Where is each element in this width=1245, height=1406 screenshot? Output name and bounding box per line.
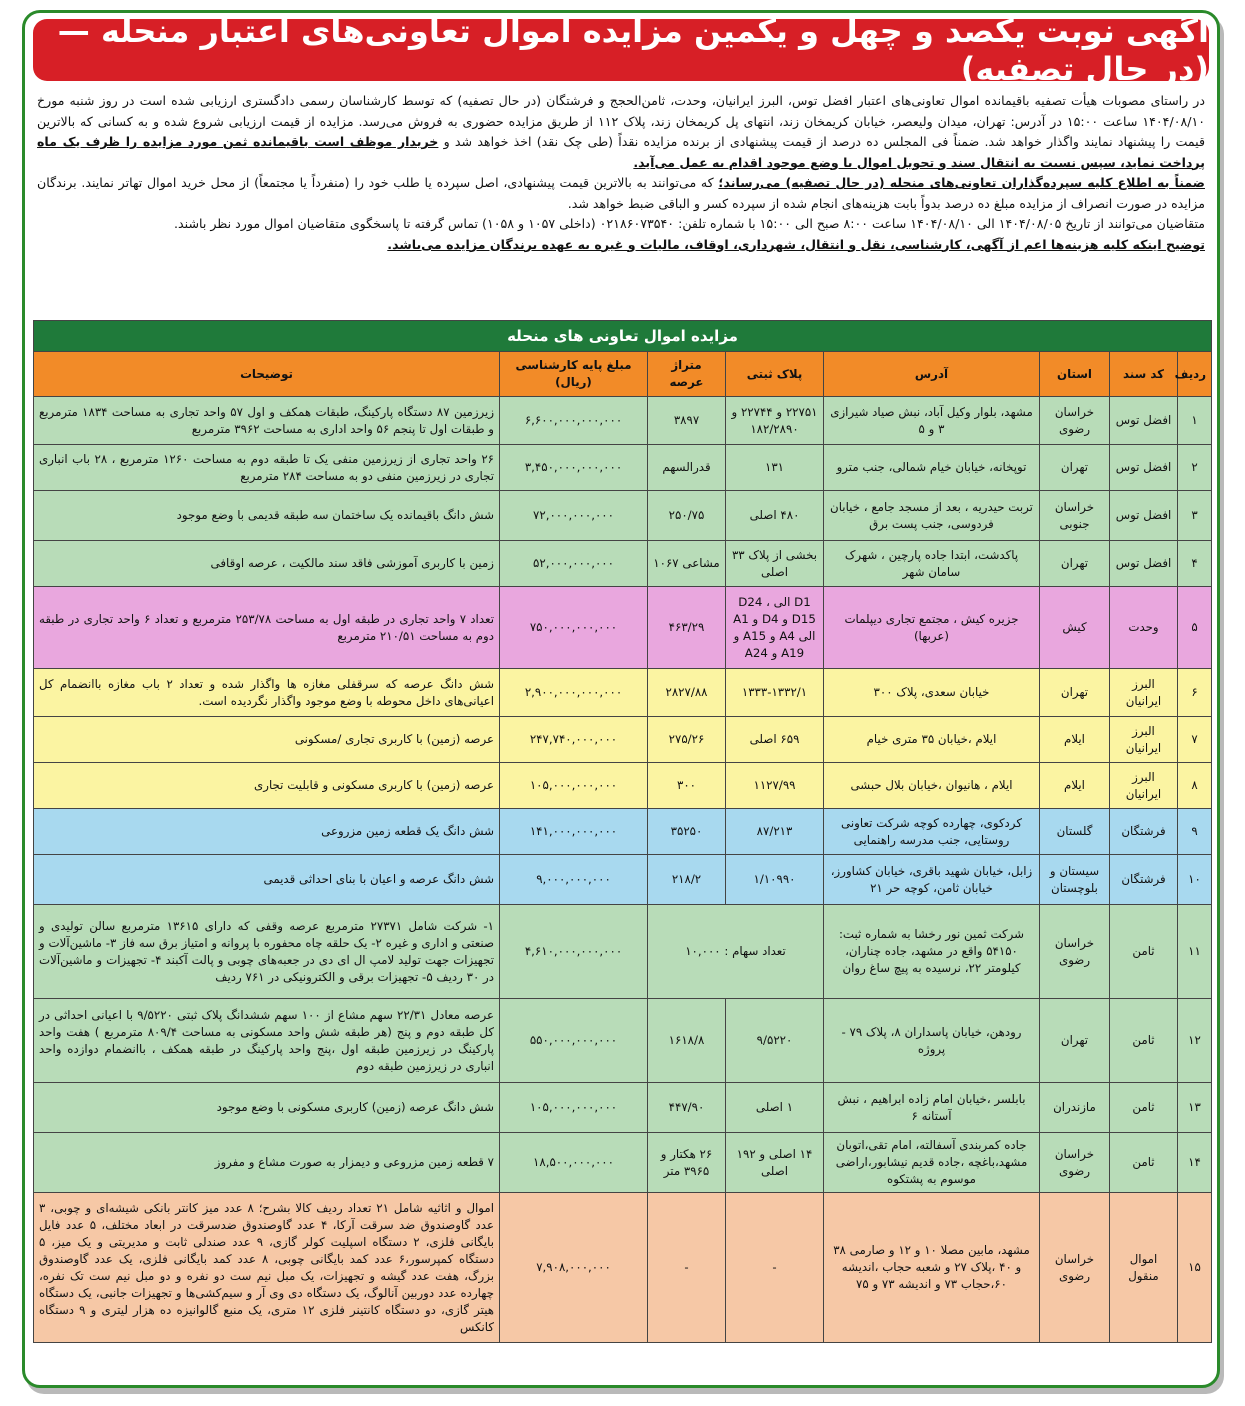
header-address: آدرس bbox=[824, 352, 1040, 397]
base-price-cell: ۷,۹۰۸,۰۰۰,۰۰۰ bbox=[500, 1193, 648, 1343]
intro-paragraph-2-bold: ضمناً به اطلاع کلیه سپرده‌گذاران تعاونی‌های منحله (در حال تصفیه) می‌رساند؛ bbox=[718, 175, 1205, 190]
province-cell: ایلام bbox=[1040, 717, 1110, 763]
base-price-cell: ۲۴۷,۷۴۰,۰۰۰,۰۰۰ bbox=[500, 717, 648, 763]
registration-plate-cell: ۴۸۰ اصلی bbox=[726, 491, 824, 541]
province-cell: خراسان رضوی bbox=[1040, 1193, 1110, 1343]
description-cell: تعداد ۷ واحد تجاری در طبقه اول به مساحت ۲۵۳/۷۸ مترمربع و تعداد ۶ واحد تجاری در طبقه دوم به مساحت ۲۱۰/۵۱ مترمربع bbox=[34, 587, 500, 669]
intro-paragraph-3: متقاضیان می‌توانند از تاریخ ۱۴۰۴/۰۸/۰۵ الی ۱۴۰۴/۰۸/۱۰ ساعت ۸:۰۰ صبح الی ۱۵:۰۰ با شماره تلفن: ۰۲۱۸۶۰۷۳۵۴۰ (داخلی ۱۰۵۷ و ۱۰۵۸) تماس گرفته تا پاسخگوی متقاضیان اموال مورد نظر باشند. bbox=[174, 216, 1205, 231]
description-cell: ۷ قطعه زمین مزروعی و دیمزار به صورت مشاع و مفروز bbox=[34, 1133, 500, 1193]
province-cell: تهران bbox=[1040, 445, 1110, 491]
document-code-cell: افضل توس bbox=[1110, 491, 1178, 541]
document-code-cell: ثامن bbox=[1110, 1133, 1178, 1193]
document-code-cell: البرز ایرانیان bbox=[1110, 763, 1178, 809]
address-cell: زابل، خیابان شهید باقری، خیابان کشاورز، خیابان ثامن، کوچه حر ۲۱ bbox=[824, 855, 1040, 905]
ad-title: آگهی نوبت یکصد و چهل و یکمین مزایده اموال تعاونی‌های اعتبار منحله — (در حال تصفیه) bbox=[57, 12, 1209, 88]
address-cell: ایلام ،خیابان ۳۵ متری خیام bbox=[824, 717, 1040, 763]
header-land-area: متراژ عرصه bbox=[648, 352, 726, 397]
row-number-cell: ۴ bbox=[1178, 541, 1212, 587]
table-row bbox=[34, 855, 1212, 905]
address-cell: بابلسر ،خیابان امام زاده ابراهیم ، نبش آستانه ۶ bbox=[824, 1083, 1040, 1133]
row-number-cell: ۱۵ bbox=[1178, 1193, 1212, 1343]
document-code-cell: ثامن bbox=[1110, 905, 1178, 999]
table-row bbox=[34, 445, 1212, 491]
address-cell: رودهن، خیابان پاسداران ۸، پلاک ۷۹ - پروژه bbox=[824, 999, 1040, 1083]
province-cell: تهران bbox=[1040, 999, 1110, 1083]
document-code-cell: ثامن bbox=[1110, 999, 1178, 1083]
registration-plate-cell: - bbox=[726, 1193, 824, 1343]
land-area-cell: ۲۷۵/۲۶ bbox=[648, 717, 726, 763]
province-cell: گلستان bbox=[1040, 809, 1110, 855]
registration-plate-cell: D1 الی D24 ، D15 و D4 و A1 الی A4 و A15 و A19 و A24 bbox=[726, 587, 824, 669]
land-area-cell: ۴۶۳/۲۹ bbox=[648, 587, 726, 669]
document-code-cell: ثامن bbox=[1110, 1083, 1178, 1133]
land-area-cell: ۲۸۲۷/۸۸ bbox=[648, 669, 726, 717]
header-row-number: ردیف bbox=[1178, 352, 1212, 397]
base-price-cell: ۲,۹۰۰,۰۰۰,۰۰۰,۰۰۰ bbox=[500, 669, 648, 717]
base-price-cell: ۱۰۵,۰۰۰,۰۰۰,۰۰۰ bbox=[500, 1083, 648, 1133]
auction-table bbox=[33, 320, 1212, 1343]
table-row bbox=[34, 763, 1212, 809]
registration-plate-cell: ۱/۱۰۹۹۰ bbox=[726, 855, 824, 905]
row-number-cell: ۱۲ bbox=[1178, 999, 1212, 1083]
description-cell: عرصه (زمین) با کاربری تجاری /مسکونی bbox=[34, 717, 500, 763]
address-cell: جاده کمربندی آسفالته، امام تقی،اتوبان مشهد،باغچه ،جاده قدیم نیشابور،اراضی موسوم به پشتکوه bbox=[824, 1133, 1040, 1193]
land-area-cell: ۲۵۰/۷۵ bbox=[648, 491, 726, 541]
description-cell: عرصه (زمین) با کاربری مسکونی و قابلیت تجاری bbox=[34, 763, 500, 809]
registration-plate-cell: بخشی از پلاک ۳۳ اصلی bbox=[726, 541, 824, 587]
registration-plate-cell: ۸۷/۲۱۳ bbox=[726, 809, 824, 855]
land-area-cell: ۳۵۲۵۰ bbox=[648, 809, 726, 855]
base-price-cell: ۷۲,۰۰۰,۰۰۰,۰۰۰ bbox=[500, 491, 648, 541]
province-cell: خراسان رضوی bbox=[1040, 1133, 1110, 1193]
row-number-cell: ۶ bbox=[1178, 669, 1212, 717]
header-registration-plate: پلاک ثبتی bbox=[726, 352, 824, 397]
land-area-cell: ۲۱۸/۲ bbox=[648, 855, 726, 905]
registration-plate-cell: ۱۴ اصلی و ۱۹۲ اصلی bbox=[726, 1133, 824, 1193]
table-row bbox=[34, 541, 1212, 587]
row-number-cell: ۸ bbox=[1178, 763, 1212, 809]
province-cell: تهران bbox=[1040, 541, 1110, 587]
base-price-cell: ۷۵۰,۰۰۰,۰۰۰,۰۰۰ bbox=[500, 587, 648, 669]
row-number-cell: ۱۰ bbox=[1178, 855, 1212, 905]
province-cell: کیش bbox=[1040, 587, 1110, 669]
description-cell: شش دانگ عرصه و اعیان با بنای احداثی قدیمی bbox=[34, 855, 500, 905]
table-row bbox=[34, 669, 1212, 717]
table-row bbox=[34, 809, 1212, 855]
address-cell: تربت حیدریه ، بعد از مسجد جامع ، خیابان فردوسی، جنب پست برق bbox=[824, 491, 1040, 541]
base-price-cell: ۴,۶۱۰,۰۰۰,۰۰۰,۰۰۰ bbox=[500, 905, 648, 999]
province-cell: خراسان رضوی bbox=[1040, 905, 1110, 999]
document-code-cell: البرز ایرانیان bbox=[1110, 717, 1178, 763]
row-number-cell: ۳ bbox=[1178, 491, 1212, 541]
land-area-cell: ۳۰۰ bbox=[648, 763, 726, 809]
province-cell: خراسان جنوبی bbox=[1040, 491, 1110, 541]
header-base-price: مبلغ پایه کارشناسی (ریال) bbox=[500, 352, 648, 397]
table-row bbox=[34, 905, 1212, 999]
header-description: توضیحات bbox=[34, 352, 500, 397]
base-price-cell: ۶,۶۰۰,۰۰۰,۰۰۰,۰۰۰ bbox=[500, 397, 648, 445]
address-cell: کردکوی، چهارده کوچه شرکت تعاونی روستایی، جنب مدرسه راهنمایی bbox=[824, 809, 1040, 855]
table-row bbox=[34, 587, 1212, 669]
address-cell: جزیره کیش ، مجتمع تجاری دیپلمات (عربها) bbox=[824, 587, 1040, 669]
intro-paragraph-1: در راستای مصوبات هیأت تصفیه باقیمانده اموال تعاونی‌های اعتبار افضل توس، البرز ایرانیان، وحدت، ثامن‌الحجج و فرشتگان (در حال تصفیه) که توسط کارشناسان رسمی دادگستری ارزیابی شده است در روز شنبه مورخ ۱۴۰۴/۰۸/۱۰ ساعت ۱۵:۰۰ در آدرس: تهران، میدان ولیعصر، خیابان کریمخان زند، انتهای پل کریمخان زند، پلاک ۱۱۲ از طریق مزایده حضوری به فروش می‌رسد. مزایده از قیمت ارزیابی شروع شده و به کسانی که بالاترین قیمت را پیشنهاد نمایند واگذار خواهد شد. ضمناً فی المجلس ده درصد از قیمت پیشنهادی از برنده مزایده نقداً (طی چک نقد) اخذ خواهد شد و خریدار موظف است باقیمانده ثمن مورد مزایده را ظرف یک ماه پرداخت نماید، سپس نسبت به انتقال سند و تحویل اموال با وضع موجود اقدام به عمل می‌آید. bbox=[37, 93, 1205, 170]
base-price-cell: ۵۲,۰۰۰,۰۰۰,۰۰۰ bbox=[500, 541, 648, 587]
registration-plate-cell: ۶۵۹ اصلی bbox=[726, 717, 824, 763]
address-cell: خیابان سعدی، پلاک ۳۰۰ bbox=[824, 669, 1040, 717]
row-number-cell: ۷ bbox=[1178, 717, 1212, 763]
document-code-cell: فرشتگان bbox=[1110, 855, 1178, 905]
registration-plate-cell: ۱۳۱ bbox=[726, 445, 824, 491]
intro-paragraph-4: توضیح اینکه کلیه هزینه‌ها اعم از آگهی، کارشناسی، نقل و انتقال، شهرداری، اوقاف، مالیات و غیره به عهده برندگان مزایده می‌باشد. bbox=[387, 236, 1205, 252]
intro-paragraph-2: ضمناً به اطلاع کلیه سپرده‌گذاران تعاونی‌های منحله (در حال تصفیه) می‌رساند؛ که می‌توانند به بالاترین قیمت پیشنهادی، اصل سپرده یا طلب خود را (منفرداً یا مجتمعاً) از محل خرید اموال تهاتر نمایند. برندگان مزایده در صورت انصراف از مزایده مبلغ ده درصد بدواً بابت هزینه‌های انجام شده از سپرده کسر و الباقی ضبط خواهد شد. bbox=[37, 175, 1205, 211]
table-header-row bbox=[34, 352, 1212, 397]
land-area-cell: ۴۴۷/۹۰ bbox=[648, 1083, 726, 1133]
base-price-cell: ۱۸,۵۰۰,۰۰۰,۰۰۰ bbox=[500, 1133, 648, 1193]
description-cell: زمین با کاربری آموزشی فاقد سند مالکیت ، عرصه اوقافی bbox=[34, 541, 500, 587]
province-cell: خراسان رضوی bbox=[1040, 397, 1110, 445]
document-code-cell: افضل توس bbox=[1110, 445, 1178, 491]
registration-plate-cell: ۱۱۲۷/۹۹ bbox=[726, 763, 824, 809]
description-cell: شش دانگ یک قطعه زمین مزروعی bbox=[34, 809, 500, 855]
intro-paragraph-1-bold: خریدار موظف است باقیمانده ثمن مورد مزایده را ظرف یک ماه پرداخت نماید، سپس نسبت به انتقال سند و تحویل اموال با وضع موجود اقدام به عمل می‌آید. bbox=[37, 134, 1205, 170]
land-area-cell: ۲۶ هکتار و ۳۹۶۵ متر bbox=[648, 1133, 726, 1193]
row-number-cell: ۵ bbox=[1178, 587, 1212, 669]
table-row bbox=[34, 1083, 1212, 1133]
base-price-cell: ۳,۴۵۰,۰۰۰,۰۰۰,۰۰۰ bbox=[500, 445, 648, 491]
ad-title-banner bbox=[33, 12, 1209, 88]
document-code-cell: البرز ایرانیان bbox=[1110, 669, 1178, 717]
ad-frame bbox=[22, 10, 1220, 1388]
table-title: مزایده اموال تعاونی های منحله bbox=[34, 321, 1212, 352]
base-price-cell: ۵۵۰,۰۰۰,۰۰۰,۰۰۰ bbox=[500, 999, 648, 1083]
row-number-cell: ۹ bbox=[1178, 809, 1212, 855]
province-cell: تهران bbox=[1040, 669, 1110, 717]
registration-plate-cell: تعداد سهام : ۱۰,۰۰۰ bbox=[648, 905, 824, 999]
province-cell: سیستان و بلوچستان bbox=[1040, 855, 1110, 905]
registration-plate-cell: ۲۲۷۵۱ و ۲۲۷۴۴ و ۱۸۲/۲۸۹۰ bbox=[726, 397, 824, 445]
row-number-cell: ۱۴ bbox=[1178, 1133, 1212, 1193]
description-cell: شش دانگ عرصه که سرقفلی مغازه ها واگذار شده و تعداد ۲ باب مغازه باانضمام کل اعیانی‌های داخل محوطه با وضع موجود واگذار نگردیده است. bbox=[34, 669, 500, 717]
description-cell: شش دانگ عرصه (زمین) کاربری مسکونی با وضع موجود bbox=[34, 1083, 500, 1133]
registration-plate-cell: ۹/۵۲۲۰ bbox=[726, 999, 824, 1083]
address-cell: مشهد، بلوار وکیل آباد، نبش صیاد شیرازی ۳ و ۵ bbox=[824, 397, 1040, 445]
table-row bbox=[34, 717, 1212, 763]
registration-plate-cell: ۱۳۳۳-۱۳۳۲/۱ bbox=[726, 669, 824, 717]
base-price-cell: ۱۰۵,۰۰۰,۰۰۰,۰۰۰ bbox=[500, 763, 648, 809]
table-row bbox=[34, 999, 1212, 1083]
land-area-cell: ۳۸۹۷ bbox=[648, 397, 726, 445]
table-row bbox=[34, 1133, 1212, 1193]
land-area-cell: مشاعی ۱۰۶۷ bbox=[648, 541, 726, 587]
description-cell: شش دانگ باقیمانده یک ساختمان سه طبقه قدیمی با وضع موجود bbox=[34, 491, 500, 541]
address-cell: مشهد، مابین مصلا ۱۰ و ۱۲ و صارمی ۳۸ و ۴۰ ،پلاک ۲۷ و شعبه حجاب ،اندیشه ۶۰،حجاب ۷۳ و اندیشه ۷۳ و ۷۵ bbox=[824, 1193, 1040, 1343]
intro-text bbox=[37, 91, 1205, 255]
row-number-cell: ۱۱ bbox=[1178, 905, 1212, 999]
address-cell: ایلام ، هانیوان ،خیابان بلال حبشی bbox=[824, 763, 1040, 809]
description-cell: عرصه معادل ۲۲/۳۱ سهم مشاع از ۱۰۰ سهم ششدانگ پلاک ثبتی ۹/۵۲۲۰ با اعیانی احداثی در کل طبقه دوم و پنج (هر طبقه شش واحد مسکونی به مساحت ۸۰۹/۴ مترمربع ) هفت واحد پارکینگ در زیرزمین طبقه اول ،پنج واحد پارکینگ در طبقه همکف ، باانضمام دوازده واحد انباری در زیرزمین طبقه دوم bbox=[34, 999, 500, 1083]
province-cell: ایلام bbox=[1040, 763, 1110, 809]
table-row bbox=[34, 1193, 1212, 1343]
document-code-cell: افضل توس bbox=[1110, 541, 1178, 587]
document-code-cell: اموال منقول bbox=[1110, 1193, 1178, 1343]
table-row bbox=[34, 397, 1212, 445]
table-row bbox=[34, 491, 1212, 541]
address-cell: شرکت ثمین نور رخشا به شماره ثبت: ۵۴۱۵۰ واقع در مشهد، جاده چناران، کیلومتر ۲۲، نرسیده به پیچ ساغ روان bbox=[824, 905, 1040, 999]
base-price-cell: ۹,۰۰۰,۰۰۰,۰۰۰ bbox=[500, 855, 648, 905]
base-price-cell: ۱۴۱,۰۰۰,۰۰۰,۰۰۰ bbox=[500, 809, 648, 855]
row-number-cell: ۲ bbox=[1178, 445, 1212, 491]
header-province: استان bbox=[1040, 352, 1110, 397]
row-number-cell: ۱ bbox=[1178, 397, 1212, 445]
document-code-cell: وحدت bbox=[1110, 587, 1178, 669]
description-cell: اموال و اثاثیه شامل ۲۱ تعداد ردیف کالا بشرح؛ ۸ عدد میز کانتر بانکی شیشه‌ای و چوبی، ۳ عدد گاوصندوق ضد سرقت آرکا، ۴ عدد گاوصندوق ضدسرقت در ابعاد مختلف، ۵ عدد فایل بایگانی فلزی، ۲ دستگاه اسپلیت کولر گازی، ۹ عدد صندلی ثابت و مدیریتی و یک میز، ۵ دستگاه کمپرسور،۶ عدد کمد بایگانی چوبی، ۸ عدد کمد بایگانی فلزی، یک عدد گاوصندوق بزرگ، هفت عدد گیشه و تجهیزات، یک مبل نیم ست دو نفره و دو مبل نیم ست تک نفره، چهارده عدد دوربین آنالوگ، یک دستگاه دی وی آر و سیم‌کشی‌ها و تجهیزات جانبی، یک دستگاه هیتر گازی، دو دستگاه کانتینر فلزی ۱۲ متری، یک منبع گالوانیزه ده هزار لیتری و ۹ دستگاه کانکس bbox=[34, 1193, 500, 1343]
land-area-cell: - bbox=[648, 1193, 726, 1343]
description-cell: ۱- شرکت شامل ۲۷۳۷۱ مترمربع عرصه وقفی که دارای ۱۳۶۱۵ مترمربع سالن تولیدی و صنعتی و اداری و غیره ۲- یک حلقه چاه محفوره با پروانه و امتیاز برق سه فاز ۳- ماشین‌آلات و تجهیزات جهت تولید لامپ ال ای دی در جعبه‌های چوبی و پالت آکبند ۴- تجهیزات و ماشین‌آلات در ۳۰ ردیف ۵- تجهیزات برقی و الکترونیکی در ۷۶۱ ردیف bbox=[34, 905, 500, 999]
land-area-cell: ۱۶۱۸/۸ bbox=[648, 999, 726, 1083]
land-area-cell: قدرالسهم bbox=[648, 445, 726, 491]
registration-plate-cell: ۱ اصلی bbox=[726, 1083, 824, 1133]
row-number-cell: ۱۳ bbox=[1178, 1083, 1212, 1133]
province-cell: مازندران bbox=[1040, 1083, 1110, 1133]
table-title-row bbox=[34, 321, 1212, 352]
description-cell: ۲۶ واحد تجاری از زیرزمین منفی یک تا طبقه دوم به مساحت ۱۲۶۰ مترمربع ، ۲۸ باب انباری تجاری در زیرزمین منفی دو به مساحت ۲۸۴ مترمربع bbox=[34, 445, 500, 491]
address-cell: توپخانه، خیابان خیام شمالی، جنب مترو bbox=[824, 445, 1040, 491]
header-document-code: کد سند bbox=[1110, 352, 1178, 397]
document-code-cell: افضل توس bbox=[1110, 397, 1178, 445]
document-code-cell: فرشتگان bbox=[1110, 809, 1178, 855]
address-cell: پاکدشت، ابتدا جاده پارچین ، شهرک سامان شهر bbox=[824, 541, 1040, 587]
description-cell: زیرزمین ۸۷ دستگاه پارکینگ، طبقات همکف و اول ۵۷ واحد تجاری به مساحت ۱۸۳۴ مترمربع و طبقات اول تا پنجم ۵۶ واحد اداری به مساحت ۳۹۶۲ مترمربع bbox=[34, 397, 500, 445]
